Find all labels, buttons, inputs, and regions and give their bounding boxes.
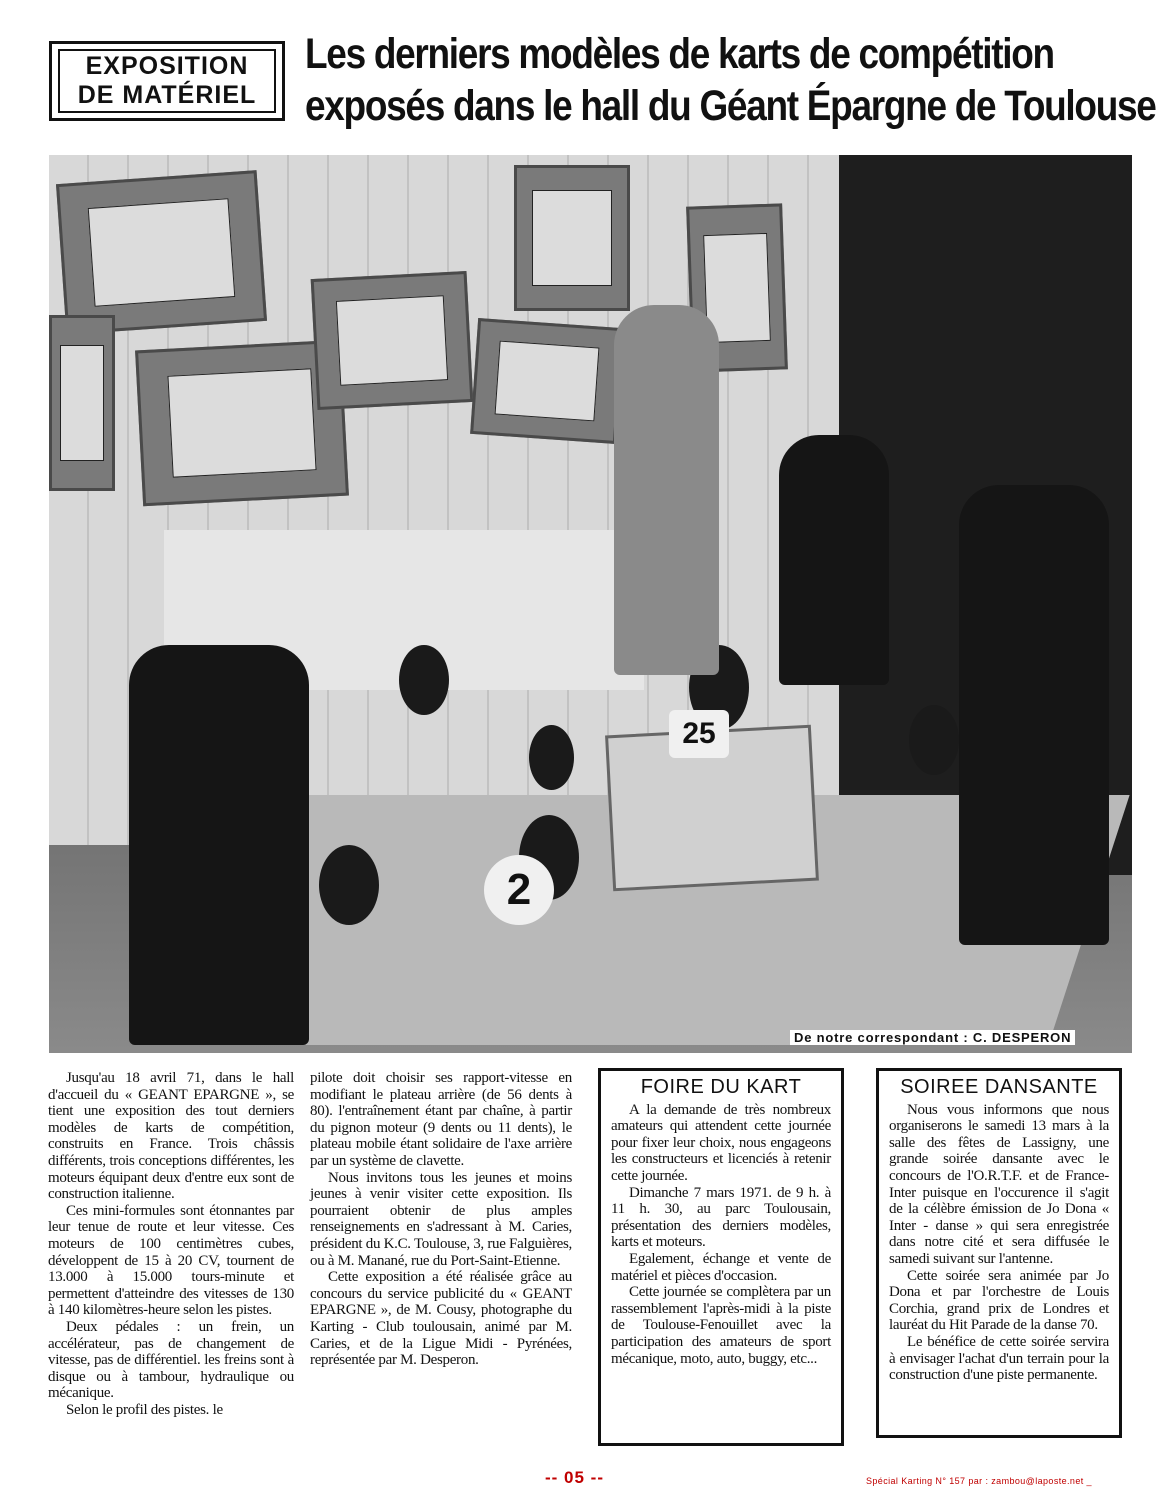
soiree-dansante-box [876, 1068, 1122, 1438]
person-silhouette [129, 645, 309, 1045]
foire-paragraph: Dimanche 7 mars 1971. de 9 h. à 11 h. 30, au parc Toulousain, présentation des derniers modèles, karts et moteurs. [611, 1184, 831, 1251]
kart-wheel [319, 845, 379, 925]
article-column-2 [310, 1070, 572, 1369]
article-paragraph: Cette exposition a été réalisée grâce au concours du service publicité du « GEANT EPARGNE », de M. Cousy, photographe du Karting - Club toulousain, animé par M. Caries, et de la Ligue Midi - Pyrénées, représentée par M. Desperon. [310, 1269, 572, 1369]
article-paragraph: Nous invitons tous les jeunes et moins jeunes à venir visiter cette exposition. Ils pourraient obtenir de plus amples renseignements en s'adressant à M. Caries, président du K.C. Toulouse, 3, rue Falguières, ou à M. Manané, rue du Port-Saint-Etienne. [310, 1169, 572, 1269]
article-paragraph: pilote doit choisir ses rapport-vitesse en modifiant le plateau arrière (de 56 dents à 80). l'entraînement étant par chaîne, à partir du pignon moteur (9 dents ou 11 dents), le plateau mobile étant solidaire de l'axe arrière par un système de clavette. [310, 1070, 572, 1169]
page-number: -- 05 -- [545, 1468, 604, 1487]
photo-frame [49, 315, 115, 491]
photo-frame [311, 271, 474, 410]
photo-frame [470, 318, 624, 444]
badge-line-1: EXPOSITION [85, 52, 249, 80]
kart-wheel [529, 725, 574, 790]
foire-title: FOIRE DU KART [640, 1076, 802, 1098]
article-paragraph: Deux pédales : un frein, un accélérateur, pas de changement de vitesse, pas de différentiel. les freins sont à disque ou à tambour, hydraulique ou mécanique. [48, 1318, 294, 1402]
person-silhouette [959, 485, 1109, 945]
person-silhouette [779, 435, 889, 685]
headline-line-1: Les derniers modèles de karts de compétition [305, 30, 1054, 78]
article-paragraph: Selon le profil des pistes. le [66, 1401, 223, 1418]
soiree-title: SOIREE DANSANTE [900, 1076, 1098, 1098]
article-column-1 [48, 1070, 294, 1418]
kart-number-2: 2 [484, 855, 554, 925]
section-badge-inner [58, 49, 276, 113]
foire-du-kart-box [598, 1068, 844, 1446]
article-paragraph: Ces mini-formules sont étonnantes par leur tenue de route et leur vitesse. Ces moteurs de 100 centimètres cubes, développent de 15 à 20 CV, tournent de 13.000 à 15.000 tours-minute et permettent d'atteindre des vitesses de 130 à 140 kilomètres-heure selon les pistes. [48, 1202, 294, 1319]
kart-wheel [909, 705, 959, 775]
section-badge [49, 41, 285, 121]
exhibition-photo [49, 155, 1132, 1053]
photo-frame [514, 165, 630, 311]
kart-number-25: 25 [669, 710, 729, 758]
footer-note: Spécial Karting N° 157 par : zambou@laposte.net _ [866, 1476, 1092, 1486]
kart-wheel [399, 645, 449, 715]
photo-credit: De notre correspondant : C. DESPERON [790, 1030, 1075, 1045]
article-paragraph: Jusqu'au 18 avril 71, dans le hall d'accueil du « GEANT EPARGNE », se tient une exposition des tout derniers modèles de karts de compétition, construits en France. Trois châssis différents, trois conceptions différentes, les moteurs équipant deux d'entre eux sont de construction italienne. [48, 1070, 294, 1203]
soiree-paragraph: Cette soirée sera animée par Jo Dona et par l'orchestre de Louis Corchia, grand prix de Londres et lauréat du Hit Parade de la danse 70. [889, 1267, 1109, 1334]
foire-paragraph: Cette journée se complètera par un rassemblement l'après-midi à la piste de Toulouse-Fenouillet avec la participation des amateurs de sport mécanique, moto, auto, buggy, etc... [611, 1284, 831, 1367]
photo-frame [56, 170, 267, 335]
badge-line-2: DE MATÉRIEL [77, 81, 257, 109]
mannequin-silhouette [614, 305, 719, 675]
foire-paragraph: Egalement, échange et vente de matériel et pièces d'occasion. [611, 1250, 831, 1284]
headline-line-2: exposés dans le hall du Géant Épargne de Toulouse [305, 82, 1156, 130]
foire-paragraph: A la demande de très nombreux amateurs qui attendent cette journée pour fixer leur choix, nous engageons les constructeurs et licenciés à retenir cette journée. [611, 1101, 831, 1184]
headline [305, 28, 1156, 132]
soiree-paragraph: Nous vous informons que nous organiserons le samedi 13 mars à la salle des fêtes de Lassigny, une grande soirée dansante avec le concours de l'O.R.T.F. et de France-Inter puisque en l'occurence il s'agit de la célèbre émission de Jo Dona « Inter - danse » qui sera enregistrée dans notre cité et sera diffusée le samedi suivant sur l'antenne. [889, 1101, 1109, 1267]
soiree-paragraph: Le bénéfice de cette soirée servira à envisager l'achat d'un terrain pour la construction d'une piste permanente. [889, 1333, 1109, 1384]
